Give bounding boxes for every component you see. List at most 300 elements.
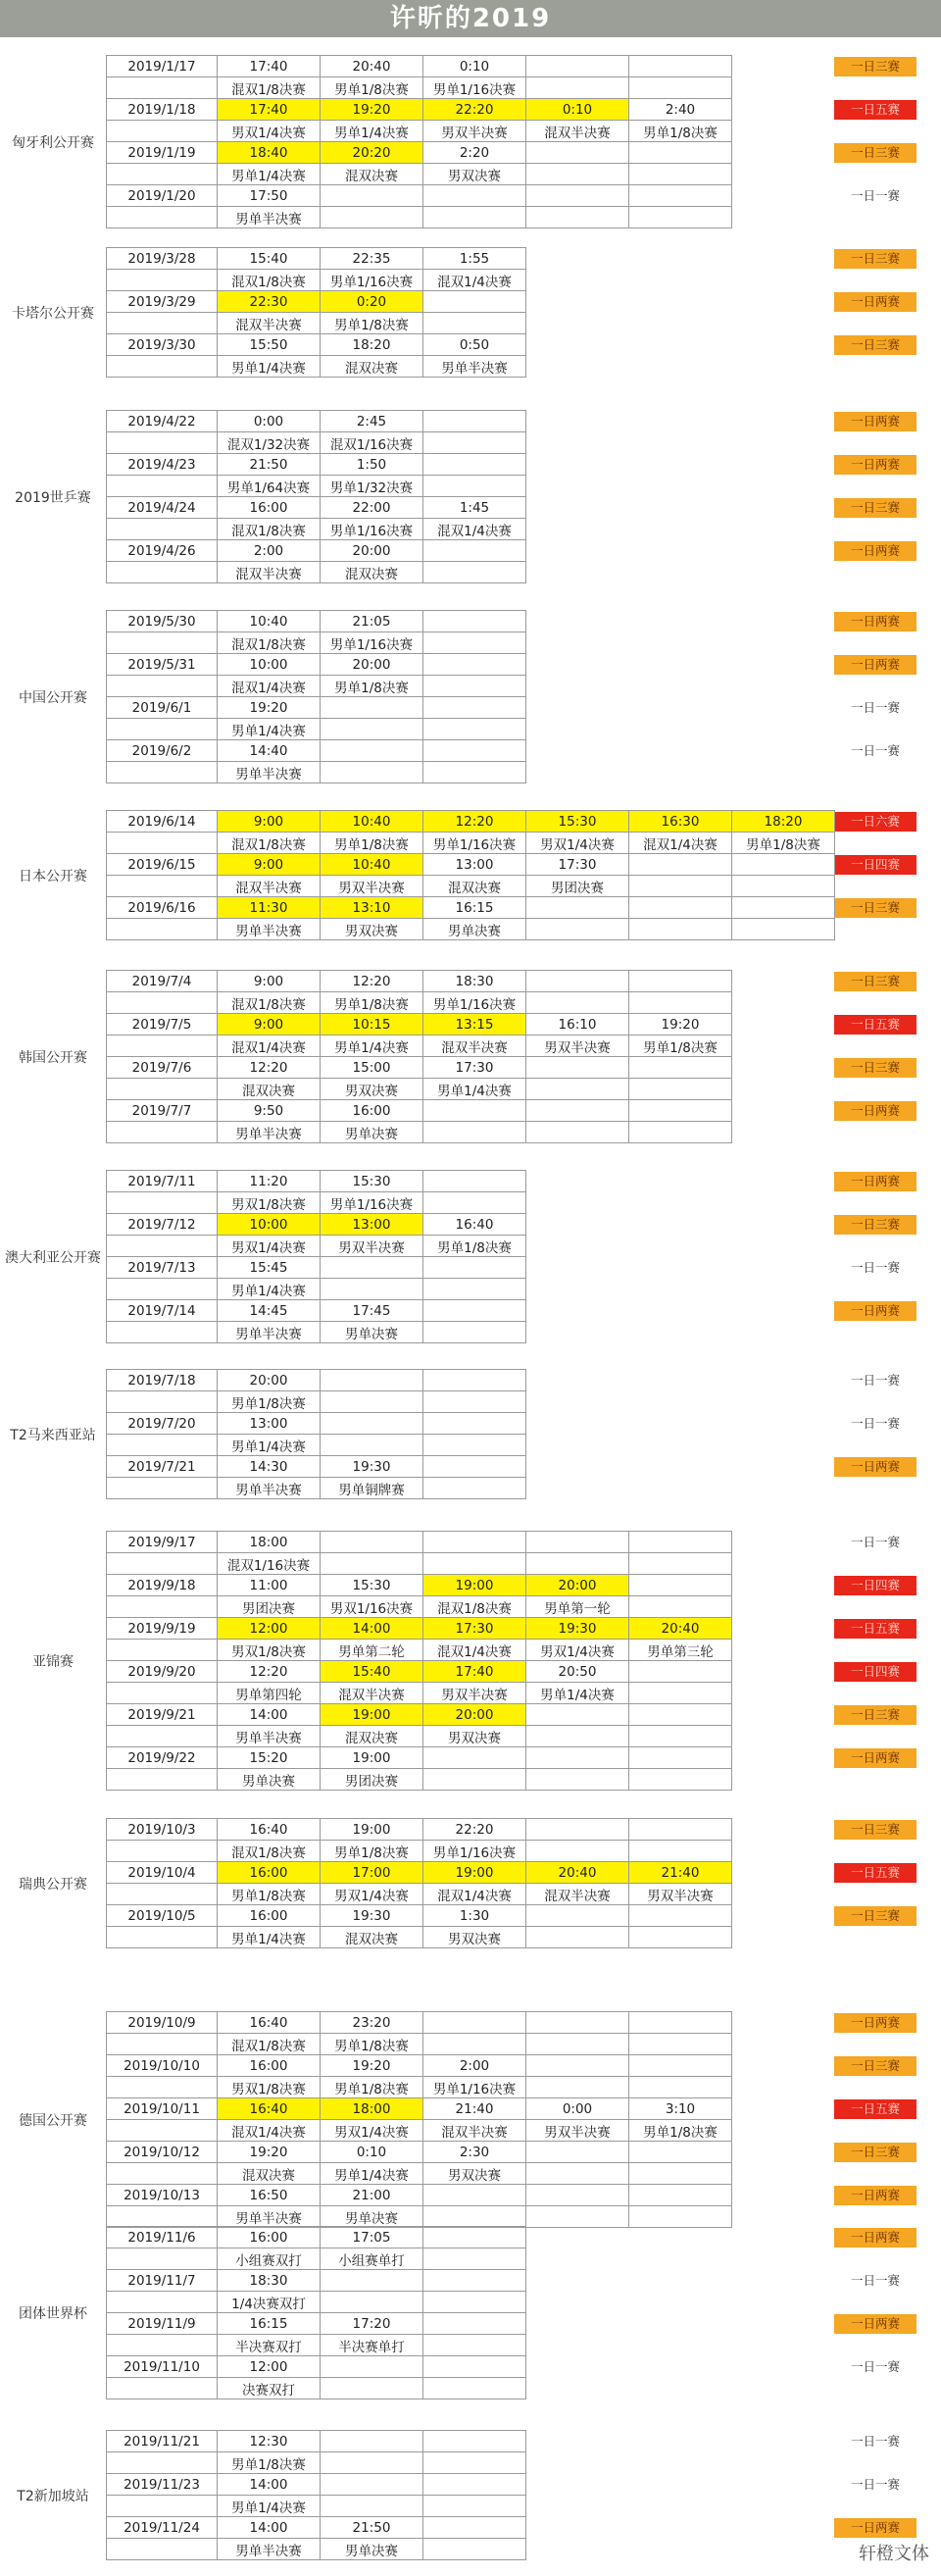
table-row	[107, 2034, 732, 2055]
empty-cell	[629, 56, 732, 77]
match-time: 19:20	[321, 99, 423, 121]
match-round: 男单1/8决赛	[218, 2452, 321, 2474]
table-row	[107, 833, 835, 854]
match-time: 13:00	[423, 854, 526, 876]
match-time: 11:00	[218, 1575, 321, 1596]
empty-cell	[107, 833, 218, 854]
table-row	[107, 1322, 526, 1343]
empty-cell	[423, 1279, 526, 1300]
match-round: 男双决赛	[423, 2163, 526, 2185]
match-round: 男双决赛	[423, 164, 526, 185]
match-round: 男单1/16决赛	[321, 1192, 423, 1214]
empty-cell	[107, 719, 218, 740]
event-table	[106, 2226, 526, 2399]
match-round: 小组赛双打	[218, 2248, 321, 2270]
match-time: 13:00	[321, 1214, 423, 1236]
table-row	[107, 654, 526, 676]
match-round: 混双1/16决赛	[321, 432, 423, 454]
table-row	[107, 2227, 526, 2248]
match-time: 14:40	[218, 740, 321, 762]
empty-cell	[107, 1553, 218, 1575]
empty-cell	[107, 2378, 218, 2399]
event-table	[106, 247, 526, 378]
empty-cell	[629, 142, 732, 164]
match-round: 男单决赛	[218, 1769, 321, 1791]
match-round: 男双半决赛	[629, 1884, 732, 1905]
match-round: 混双决赛	[321, 356, 423, 378]
empty-cell	[107, 1122, 218, 1143]
match-round: 男单1/8决赛	[321, 676, 423, 697]
match-round: 男单1/16决赛	[423, 2077, 526, 2098]
empty-cell	[629, 1079, 732, 1100]
table-row	[107, 2163, 732, 2185]
table-row	[107, 77, 732, 99]
empty-cell	[526, 1726, 629, 1747]
event-table	[106, 970, 732, 1143]
match-time: 18:20	[321, 334, 423, 356]
match-date: 2019/10/11	[107, 2098, 218, 2120]
match-date: 2019/11/9	[107, 2313, 218, 2335]
match-count-badge: 一日四赛	[834, 1662, 916, 1682]
empty-cell	[107, 356, 218, 378]
match-time: 21:40	[423, 2098, 526, 2120]
empty-cell	[321, 740, 423, 762]
empty-cell	[423, 476, 526, 497]
empty-cell	[526, 2206, 629, 2228]
empty-cell	[107, 2120, 218, 2142]
empty-cell	[423, 1192, 526, 1214]
empty-cell	[526, 1704, 629, 1726]
empty-cell	[423, 2012, 526, 2034]
match-round: 混双1/8决赛	[218, 270, 321, 291]
empty-cell	[526, 1553, 629, 1575]
match-time: 9:00	[218, 1014, 321, 1035]
event-name: 匈牙利公开赛	[12, 135, 94, 151]
empty-cell	[107, 1927, 218, 1948]
match-time: 14:00	[218, 1704, 321, 1726]
match-round: 男单决赛	[321, 2206, 423, 2228]
match-time: 16:40	[423, 1214, 526, 1236]
match-time: 20:00	[423, 1704, 526, 1726]
empty-cell	[321, 2452, 423, 2474]
table-row	[107, 142, 732, 164]
match-date: 2019/7/4	[107, 971, 218, 992]
match-time: 17:20	[321, 2313, 423, 2335]
match-time: 9:50	[218, 1100, 321, 1122]
match-round: 混双1/8决赛	[218, 1841, 321, 1862]
match-round: 男单第一轮	[526, 1596, 629, 1618]
match-round: 决赛双打	[218, 2378, 321, 2399]
match-count-badge: 一日一赛	[850, 2434, 900, 2449]
title-bar	[0, 0, 941, 37]
match-time: 0:00	[218, 411, 321, 432]
table-row	[107, 2517, 526, 2539]
match-count-badge: 一日三赛	[834, 1820, 916, 1840]
table-row	[107, 1841, 732, 1862]
match-time: 17:30	[423, 1057, 526, 1079]
match-count-badge: 一日一赛	[850, 2273, 900, 2288]
empty-cell	[423, 676, 526, 697]
event-table	[106, 1818, 732, 1948]
match-round: 混双半决赛	[218, 562, 321, 583]
match-round: 男单1/4决赛	[526, 1683, 629, 1704]
match-count-badge: 一日两赛	[834, 1101, 916, 1121]
match-round: 男双半决赛	[321, 876, 423, 897]
match-count-badge: 一日一赛	[850, 2359, 900, 2374]
match-date: 2019/7/6	[107, 1057, 218, 1079]
table-row	[107, 1704, 732, 1726]
match-time: 19:00	[321, 1704, 423, 1726]
empty-cell	[321, 207, 423, 228]
match-round: 男双半决赛	[526, 2120, 629, 2142]
empty-cell	[629, 2206, 732, 2228]
match-time: 19:20	[218, 697, 321, 719]
table-row	[107, 1236, 526, 1257]
table-row	[107, 1057, 732, 1079]
match-time: 16:00	[321, 1100, 423, 1122]
empty-cell	[629, 919, 732, 940]
match-time: 12:00	[218, 1618, 321, 1640]
match-date: 2019/9/20	[107, 1661, 218, 1683]
match-time: 12:20	[218, 1661, 321, 1683]
empty-cell	[321, 2356, 423, 2378]
match-time: 20:40	[526, 1862, 629, 1884]
empty-cell	[423, 2496, 526, 2517]
match-round: 混双1/4决赛	[423, 270, 526, 291]
match-time: 18:30	[423, 971, 526, 992]
empty-cell	[526, 992, 629, 1014]
empty-cell	[107, 2077, 218, 2098]
empty-cell	[423, 1435, 526, 1456]
empty-cell	[321, 719, 423, 740]
table-row	[107, 2539, 526, 2560]
match-time: 20:50	[526, 1661, 629, 1683]
empty-cell	[321, 1553, 423, 1575]
match-date: 2019/7/11	[107, 1171, 218, 1192]
match-count-badge: 一日四赛	[834, 855, 916, 875]
match-time: 17:30	[423, 1618, 526, 1640]
empty-cell	[732, 897, 835, 919]
event-name: 瑞典公开赛	[19, 1877, 87, 1893]
empty-cell	[107, 1236, 218, 1257]
match-round: 男单半决赛	[218, 2539, 321, 2560]
match-round: 男单1/16决赛	[321, 270, 423, 291]
match-time: 18:30	[218, 2270, 321, 2292]
match-round: 男双1/8决赛	[218, 1192, 321, 1214]
match-round: 男单1/8决赛	[629, 2120, 732, 2142]
empty-cell	[629, 1927, 732, 1948]
empty-cell	[107, 1596, 218, 1618]
match-time: 0:10	[321, 2142, 423, 2163]
match-count-badge: 一日两赛	[834, 2186, 916, 2205]
match-date: 2019/11/7	[107, 2270, 218, 2292]
match-time: 13:10	[321, 897, 423, 919]
match-round: 小组赛单打	[321, 2248, 423, 2270]
table-row	[107, 897, 835, 919]
empty-cell	[423, 1413, 526, 1435]
table-row	[107, 632, 526, 654]
empty-cell	[526, 1819, 629, 1841]
event-table	[106, 2430, 526, 2560]
table-row	[107, 519, 526, 540]
match-time: 14:30	[218, 1456, 321, 1478]
match-count-badge: 一日两赛	[834, 2314, 916, 2334]
match-time: 20:00	[218, 1370, 321, 1391]
match-round: 混双决赛	[218, 2163, 321, 2185]
empty-cell	[629, 992, 732, 1014]
match-count-badge: 一日两赛	[834, 1172, 916, 1191]
match-count-badge: 一日三赛	[834, 335, 916, 355]
match-time: 19:30	[321, 1905, 423, 1927]
table-row	[107, 1214, 526, 1236]
empty-cell	[629, 2185, 732, 2206]
match-date: 2019/3/28	[107, 248, 218, 270]
match-round: 男双半决赛	[423, 121, 526, 142]
match-time: 17:00	[321, 1862, 423, 1884]
empty-cell	[526, 1769, 629, 1791]
empty-cell	[107, 2206, 218, 2228]
empty-cell	[629, 1057, 732, 1079]
table-row	[107, 185, 732, 207]
match-count-badge: 一日两赛	[834, 2228, 916, 2248]
empty-cell	[629, 1726, 732, 1747]
match-round: 男单半决赛	[218, 1478, 321, 1499]
match-count-badge: 一日五赛	[834, 1863, 916, 1883]
empty-cell	[526, 1532, 629, 1553]
empty-cell	[423, 611, 526, 632]
match-time: 2:45	[321, 411, 423, 432]
empty-cell	[423, 1122, 526, 1143]
match-time: 20:00	[321, 654, 423, 676]
match-round: 男单1/4决赛	[321, 121, 423, 142]
match-round: 男单1/8决赛	[321, 2034, 423, 2055]
table-row	[107, 2077, 732, 2098]
match-time: 10:40	[218, 611, 321, 632]
match-round: 男单第三轮	[629, 1640, 732, 1661]
empty-cell	[732, 876, 835, 897]
empty-cell	[423, 719, 526, 740]
match-date: 2019/11/21	[107, 2431, 218, 2452]
match-count-badge: 一日两赛	[834, 541, 916, 561]
match-time: 3:10	[629, 2098, 732, 2120]
empty-cell	[321, 1532, 423, 1553]
match-date: 2019/7/21	[107, 1456, 218, 1478]
match-time: 18:00	[218, 1532, 321, 1553]
table-row	[107, 313, 526, 334]
match-round: 男单1/8决赛	[732, 833, 835, 854]
empty-cell	[107, 1435, 218, 1456]
empty-cell	[107, 676, 218, 697]
empty-cell	[423, 632, 526, 654]
table-row	[107, 2142, 732, 2163]
match-round: 男单1/4决赛	[218, 1435, 321, 1456]
empty-cell	[526, 1057, 629, 1079]
match-date: 2019/9/18	[107, 1575, 218, 1596]
match-round: 男团决赛	[526, 876, 629, 897]
table-row	[107, 356, 526, 378]
match-time: 12:20	[218, 1057, 321, 1079]
match-round: 男单半决赛	[423, 356, 526, 378]
table-row	[107, 454, 526, 476]
match-time: 21:05	[321, 611, 423, 632]
match-round: 男单1/16决赛	[423, 1841, 526, 1862]
empty-cell	[629, 77, 732, 99]
match-time: 15:00	[321, 1057, 423, 1079]
empty-cell	[107, 1726, 218, 1747]
table-row	[107, 56, 732, 77]
table-row	[107, 992, 732, 1014]
match-time: 19:00	[321, 1747, 423, 1769]
match-time: 14:45	[218, 1300, 321, 1322]
match-date: 2019/10/3	[107, 1819, 218, 1841]
match-count-badge: 一日五赛	[834, 1015, 916, 1035]
empty-cell	[107, 1841, 218, 1862]
match-round: 男单1/32决赛	[321, 476, 423, 497]
empty-cell	[107, 121, 218, 142]
table-row	[107, 1035, 732, 1057]
match-time: 15:30	[321, 1171, 423, 1192]
match-round: 男单1/8决赛	[321, 1841, 423, 1862]
match-time: 11:20	[218, 1171, 321, 1192]
match-round: 混双1/8决赛	[423, 1596, 526, 1618]
match-time: 19:20	[218, 2142, 321, 2163]
empty-cell	[423, 1456, 526, 1478]
empty-cell	[423, 2227, 526, 2248]
table-row	[107, 2055, 732, 2077]
empty-cell	[321, 2292, 423, 2313]
empty-cell	[526, 2012, 629, 2034]
match-count-badge: 一日三赛	[834, 1705, 916, 1725]
match-date: 2019/10/5	[107, 1905, 218, 1927]
empty-cell	[321, 762, 423, 783]
empty-cell	[526, 2077, 629, 2098]
match-time: 16:40	[218, 2098, 321, 2120]
empty-cell	[526, 185, 629, 207]
empty-cell	[629, 2055, 732, 2077]
match-time: 23:20	[321, 2012, 423, 2034]
match-round: 男单半决赛	[218, 2206, 321, 2228]
match-time: 19:00	[321, 1819, 423, 1841]
table-row	[107, 1413, 526, 1435]
table-row	[107, 697, 526, 719]
match-time: 16:00	[218, 1862, 321, 1884]
match-round: 男单1/8决赛	[218, 1391, 321, 1413]
empty-cell	[321, 1279, 423, 1300]
empty-cell	[526, 1841, 629, 1862]
match-count-badge: 一日两赛	[834, 455, 916, 475]
table-row	[107, 2356, 526, 2378]
match-time: 17:40	[218, 99, 321, 121]
match-time: 0:00	[526, 2098, 629, 2120]
event-name: 澳大利亚公开赛	[5, 1250, 101, 1266]
match-round: 男双1/4决赛	[526, 833, 629, 854]
match-count-badge: 一日三赛	[834, 972, 916, 991]
match-time: 22:35	[321, 248, 423, 270]
empty-cell	[629, 1596, 732, 1618]
match-time: 15:50	[218, 334, 321, 356]
match-time: 17:45	[321, 1300, 423, 1322]
empty-cell	[107, 562, 218, 583]
match-round: 混双半决赛	[423, 1035, 526, 1057]
empty-cell	[423, 454, 526, 476]
match-count-badge: 一日一赛	[850, 1416, 900, 1431]
event-name: 亚锦赛	[32, 1654, 74, 1670]
match-round: 男单1/8决赛	[629, 1035, 732, 1057]
empty-cell	[423, 185, 526, 207]
match-time: 16:15	[423, 897, 526, 919]
match-round: 男单1/8决赛	[321, 992, 423, 1014]
match-time: 16:00	[218, 497, 321, 519]
match-date: 2019/6/14	[107, 811, 218, 833]
match-count-badge: 一日三赛	[834, 1906, 916, 1926]
match-date: 2019/5/31	[107, 654, 218, 676]
match-round: 混双1/4决赛	[423, 1884, 526, 1905]
empty-cell	[526, 2142, 629, 2163]
match-round: 混双1/4决赛	[629, 833, 732, 854]
match-time: 18:00	[321, 2098, 423, 2120]
match-round: 男双决赛	[423, 1726, 526, 1747]
match-round: 男单半决赛	[218, 1122, 321, 1143]
empty-cell	[526, 56, 629, 77]
empty-cell	[526, 1100, 629, 1122]
empty-cell	[526, 2163, 629, 2185]
match-time: 19:30	[321, 1456, 423, 1478]
empty-cell	[107, 1192, 218, 1214]
table-row	[107, 270, 526, 291]
match-count-badge: 一日三赛	[834, 1058, 916, 1078]
empty-cell	[629, 1532, 732, 1553]
empty-cell	[107, 1391, 218, 1413]
match-time: 15:40	[321, 1661, 423, 1683]
match-round: 男单1/4决赛	[218, 719, 321, 740]
empty-cell	[423, 654, 526, 676]
empty-cell	[629, 971, 732, 992]
match-date: 2019/9/21	[107, 1704, 218, 1726]
match-round: 男单1/4决赛	[218, 356, 321, 378]
match-time: 14:00	[321, 1618, 423, 1640]
empty-cell	[629, 207, 732, 228]
empty-cell	[107, 1478, 218, 1499]
match-round: 男单1/4决赛	[218, 164, 321, 185]
match-round: 1/4决赛双打	[218, 2292, 321, 2313]
match-time: 20:00	[526, 1575, 629, 1596]
event-table	[106, 1531, 732, 1791]
empty-cell	[423, 432, 526, 454]
empty-cell	[321, 2496, 423, 2517]
table-row	[107, 497, 526, 519]
match-round: 男双1/4决赛	[526, 1640, 629, 1661]
empty-cell	[423, 1300, 526, 1322]
match-date: 2019/6/2	[107, 740, 218, 762]
match-round: 混双1/4决赛	[423, 519, 526, 540]
match-date: 2019/6/1	[107, 697, 218, 719]
match-time: 21:50	[321, 2517, 423, 2539]
match-round: 男单1/8决赛	[321, 313, 423, 334]
empty-cell	[107, 77, 218, 99]
event-name: 日本公开赛	[19, 869, 87, 884]
match-round: 男单决赛	[423, 919, 526, 940]
match-round: 混双1/32决赛	[218, 432, 321, 454]
match-time: 2:00	[218, 540, 321, 562]
table-row	[107, 2313, 526, 2335]
match-round: 混双半决赛	[526, 121, 629, 142]
match-time: 11:30	[218, 897, 321, 919]
empty-cell	[107, 1769, 218, 1791]
empty-cell	[107, 2248, 218, 2270]
match-time: 0:10	[423, 56, 526, 77]
match-time: 17:40	[218, 56, 321, 77]
table-row	[107, 2292, 526, 2313]
